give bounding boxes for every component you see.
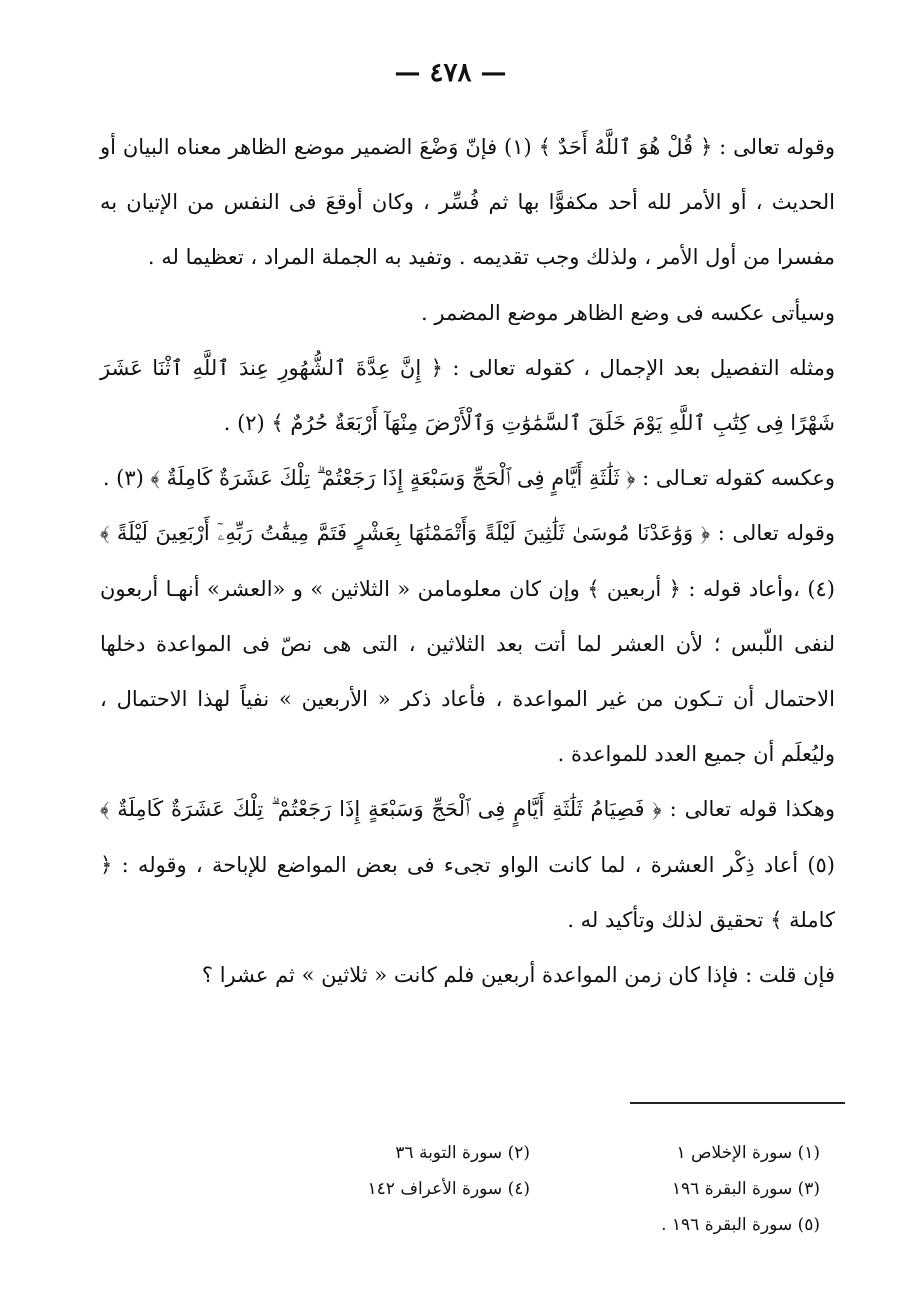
paragraph-6: وهكذا قوله تعالى : ﴿ فَصِيَامُ ثَلَٰثَةِ أَيَّامٍ فِى ٱلْحَجِّ وَسَبْعَةٍ إِذَا رَجَعْتُمْ ۗ تِلْكَ عَشَرَةٌ كَامِلَةٌ ﴾ (٥) أعاد ذِكْر العشرة ، لما كانت الواو تجىء فى بعض المواضع للإباحة ، وقوله : ﴿ كاملة ﴾ تحقيق لذلك وتأكيد له . [100,797,835,932]
paragraph-7: فإن قلت : فإذا كان زمن المواعدة أربعين فلم كانت « ثلاثين » ثم عشرا ؟ [201,963,835,988]
footnote-1: (١) سورة الإخلاص ١ [676,1143,820,1163]
footnote-5: (٥) سورة البقرة ١٩٦ . [661,1215,820,1235]
footnote-3: (٣) سورة البقرة ١٩٦ [671,1179,820,1199]
paragraph-1: وقوله تعالى : ﴿ قُلْ هُوَ ٱللَّهُ أَحَدٌ ﴾ (١) فإنّ وَضْعَ الضمير موضع الظاهر معناه البيان أو الحديث ، أو الأمر لله أحد مكفوًّا بها ثم فُسِّر ، وكان أوقعَ فى النفس من الإتيان به مفسرا من أول الأمر ، ولذلك وجب تقديمه . وتفيد به الجملة المراد ، تعظيما له . [100,135,835,270]
body-text [100,120,835,1003]
footnote-4: (٤) سورة الأعراف ١٤٢ [367,1179,530,1199]
footnote-2: (٢) سورة التوبة ٣٦ [395,1143,530,1163]
paragraph-4: وعكسه كقوله تعـالى : ﴿ ثَلَٰثَةِ أَيَّامٍ فِى ٱلْحَجِّ وَسَبْعَةٍ إِذَا رَجَعْتُمْ ۗ تِلْكَ عَشَرَةٌ كَامِلَةٌ ﴾ (٣) . [102,466,835,491]
paragraph-3: ومثله التفصيل بعد الإجمال ، كقوله تعالى : ﴿ إِنَّ عِدَّةَ ٱلشُّهُورِ عِندَ ٱللَّهِ ٱثْنَا عَشَرَ شَهْرًا فِى كِتَٰبِ ٱللَّهِ يَوْمَ خَلَقَ ٱلسَّمَٰوَٰتِ وَٱلْأَرْضَ مِنْهَآ أَرْبَعَةٌ حُرُمٌ ﴾ (٢) . [100,355,835,436]
footnotes [240,1135,820,1243]
footnote-divider [630,1102,845,1104]
paragraph-2: وسيأتى عكسه فى وضع الظاهر موضع المضمر . [421,300,835,325]
paragraph-5: وقوله تعالى : ﴿ وَوَٰعَدْنَا مُوسَىٰ ثَلَٰثِينَ لَيْلَةً وَأَتْمَمْنَٰهَا بِعَشْرٍ فَتَمَّ مِيقَٰتُ رَبِّهِۦٓ أَرْبَعِينَ لَيْلَةً ﴾ (٤) ،وأعاد قوله : ﴿ أربعين ﴾ وإن كان معلومامن « الثلاثين » و «العشر» أنهـا أربعون لنفى اللّبس ؛ لأن العشر لما أتت بعد الثلاثين ، التى هى نصّ فى المواعدة دخلها الاحتمال أن تـكون من غير المواعدة ، فأعاد ذكر « الأربعين » نفياً لهذا الاحتمال ، وليُعلَم أن جميع العدد للمواعدة . [100,521,835,767]
page-number: — ٤٧٨ — [394,58,507,88]
